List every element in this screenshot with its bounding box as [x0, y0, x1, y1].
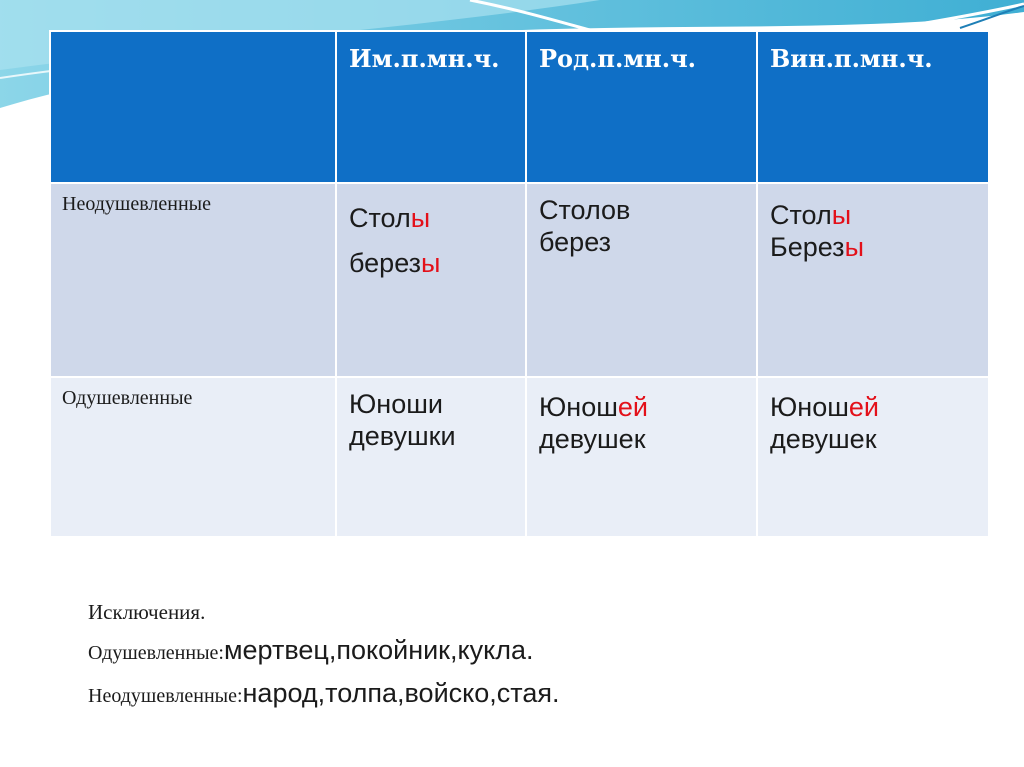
table-row-inanimate — [50, 183, 989, 377]
word-ending: ей — [617, 392, 648, 422]
word: девушек — [770, 424, 877, 455]
word-ending: ы — [421, 248, 441, 279]
header-label: Вин.п.мн.ч. — [770, 44, 933, 73]
header-label: Род.п.мн.ч. — [539, 44, 697, 73]
word: берез — [539, 227, 611, 258]
word-ending: ы — [410, 203, 431, 233]
word-ending: ы — [844, 232, 864, 263]
exceptions-label: Одушевленные: — [88, 642, 224, 664]
table-cell — [526, 377, 757, 537]
table-cell — [757, 377, 989, 537]
word: девушки — [349, 421, 456, 452]
exceptions-block — [88, 598, 560, 717]
row-label-cell — [50, 377, 336, 537]
header-genitive-plural — [526, 31, 757, 183]
row-label: Неодушевленные — [62, 193, 211, 215]
exceptions-label: Неодушевленные: — [88, 685, 243, 707]
word-ending: ей — [848, 392, 879, 422]
grammar-table — [49, 30, 990, 538]
word: Березы — [770, 232, 864, 263]
exceptions-line-inanimate — [88, 674, 560, 717]
exceptions-title: Исключения. — [88, 600, 206, 624]
word: Столы — [349, 203, 431, 233]
table-cell — [526, 183, 757, 377]
header-empty-cell — [50, 31, 336, 183]
header-label: Им.п.мн.ч. — [349, 44, 500, 73]
word-ending: ы — [831, 200, 852, 230]
table-row-animate — [50, 377, 989, 537]
exceptions-line-animate — [88, 631, 560, 674]
table-cell — [757, 183, 989, 377]
word: девушек — [539, 424, 646, 455]
word: Юноши — [349, 389, 443, 419]
word: Столов — [539, 195, 631, 225]
row-label-cell — [50, 183, 336, 377]
header-nominative-plural — [336, 31, 526, 183]
header-accusative-plural — [757, 31, 989, 183]
word: Столы — [770, 200, 852, 230]
exceptions-words: народ,толпа,войско,стая. — [242, 678, 560, 708]
word: березы — [349, 248, 441, 279]
row-label: Одушевленные — [62, 387, 193, 409]
word: Юношей — [539, 392, 648, 422]
table-header-row — [50, 31, 989, 183]
word: Юношей — [770, 392, 879, 422]
exceptions-words: мертвец,покойник,кукла. — [223, 635, 534, 665]
table-cell — [336, 183, 526, 377]
table-cell — [336, 377, 526, 537]
